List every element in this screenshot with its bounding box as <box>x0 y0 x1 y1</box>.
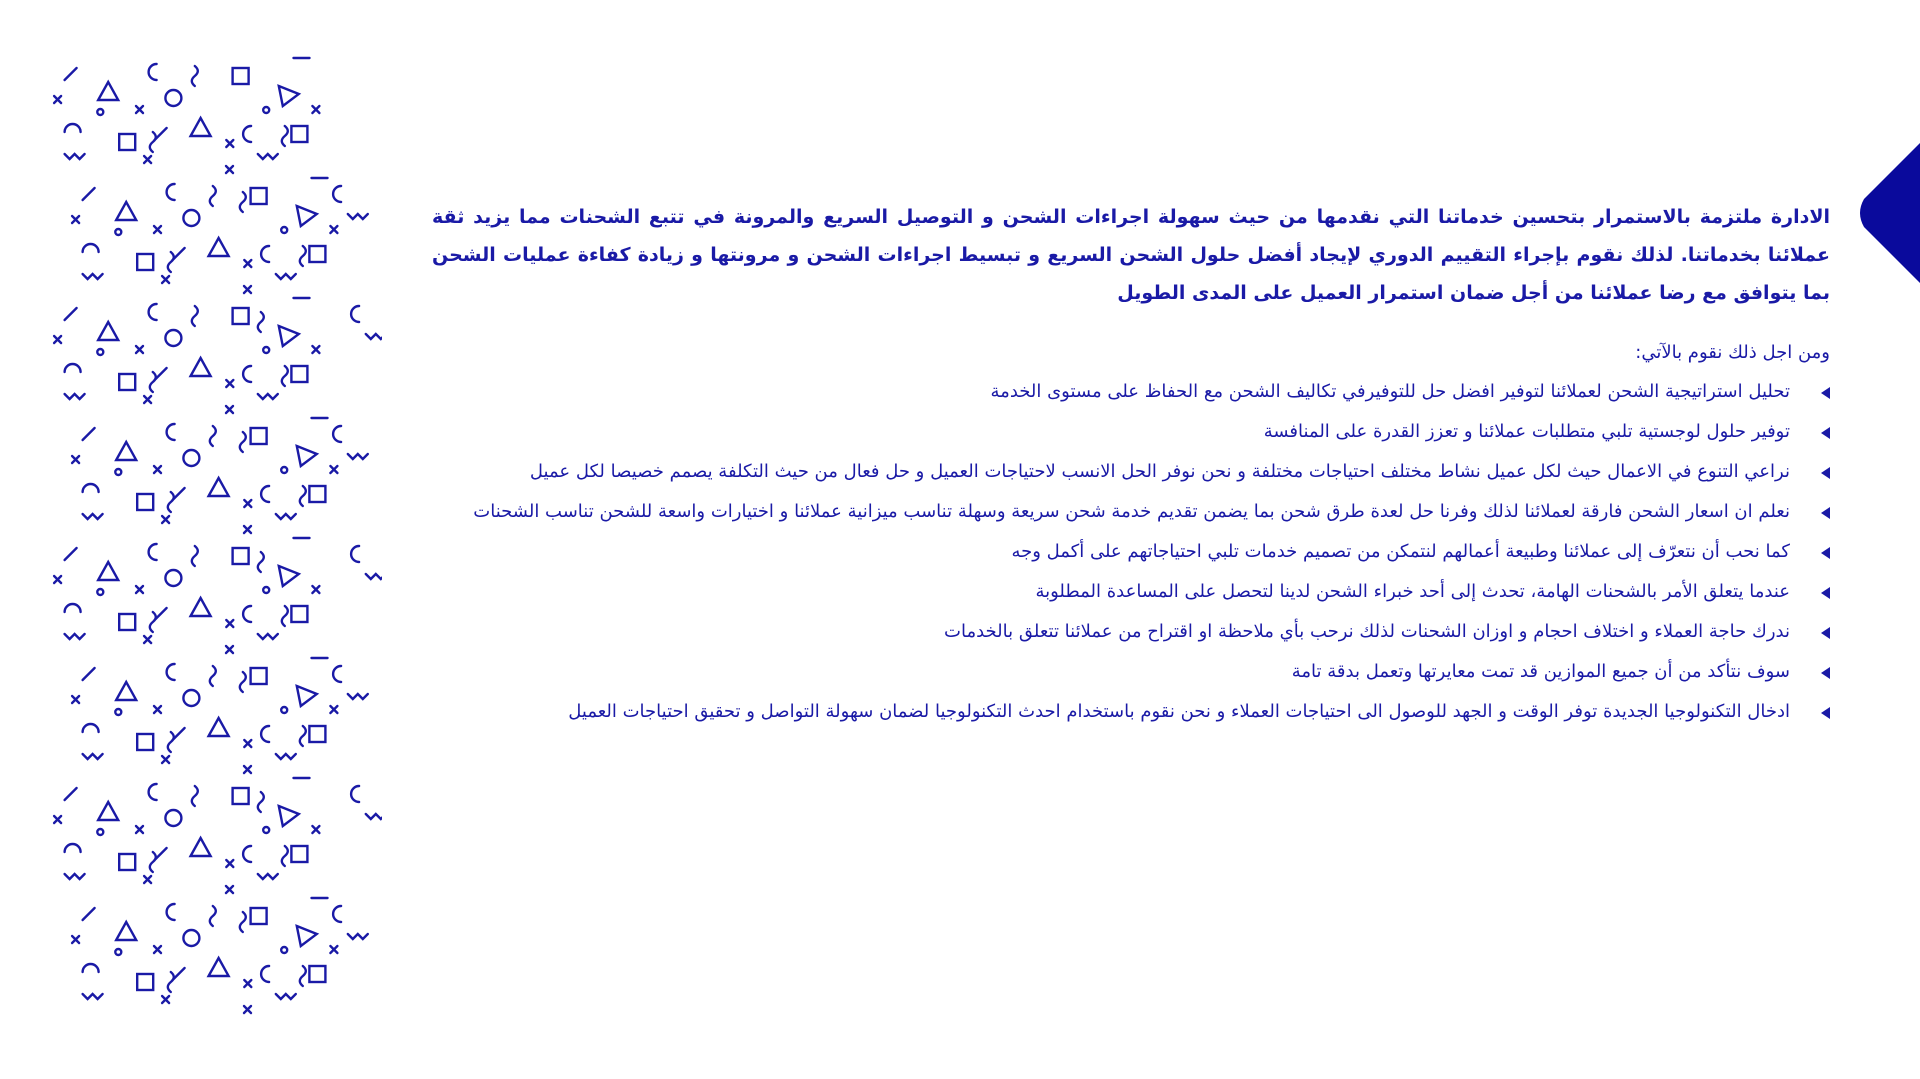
list-item-text: كما نحب أن نتعرّف إلى عملائنا وطبيعة أعمالهم لنتمكن من تصميم خدمات تلبي احتياجاتهم على أكمل وجه <box>1011 541 1790 562</box>
triangle-bullet-icon <box>1821 547 1830 559</box>
list-item-text: نعلم ان اسعار الشحن فارقة لعملائنا لذلك وفرنا حل لعدة طرق شحن بما يضمن تقديم خدمة شحن سريعة وسهلة تناسب ميزانية عملائنا و اختيارات واسعة للشحن تناسب الشحنات <box>473 501 1790 522</box>
list-item-text: سوف نتأكد من أن جميع الموازين قد تمت معايرتها وتعمل بدقة تامة <box>1291 661 1790 682</box>
list-item <box>470 572 1830 612</box>
services-list <box>430 372 1830 732</box>
shapes-pattern-icon <box>52 52 382 1032</box>
geometric-pattern-decoration <box>52 52 382 1032</box>
list-item <box>470 532 1830 572</box>
list-item <box>470 452 1830 492</box>
list-item <box>470 692 1830 732</box>
list-item <box>470 412 1830 452</box>
list-item <box>470 492 1830 532</box>
triangle-bullet-icon <box>1821 627 1830 639</box>
list-item-text: توفير حلول لوجستية تلبي متطلبات عملائنا و تعزز القدرة على المنافسة <box>1263 421 1790 442</box>
list-item-text: تحليل استراتيجية الشحن لعملائنا لتوفير افضل حل للتوفيرفي تكاليف الشحن مع الحفاظ على مستوى الخدمة <box>990 381 1790 402</box>
corner-triangle-tab-icon <box>1856 143 1920 283</box>
list-item <box>470 372 1830 412</box>
list-lead-text: ومن اجل ذلك نقوم بالآتي: <box>1635 342 1830 363</box>
list-item-text: نراعي التنوع في الاعمال حيث لكل عميل نشاط مختلف احتياجات مختلفة و نحن نوفر الحل الانسب لاحتياجات العميل و حل فعال من حيث التكلفة يصمم خصيصا لكل عميل <box>529 461 1790 482</box>
triangle-bullet-icon <box>1821 387 1830 399</box>
triangle-bullet-icon <box>1821 667 1830 679</box>
main-content <box>430 198 1830 732</box>
list-item <box>470 652 1830 692</box>
list-item <box>470 612 1830 652</box>
triangle-bullet-icon <box>1821 707 1830 719</box>
list-item-text: عندما يتعلق الأمر بالشحنات الهامة، تحدث إلى أحد خبراء الشحن لدينا لتحصل على المساعدة المطلوبة <box>1035 581 1790 602</box>
triangle-bullet-icon <box>1821 467 1830 479</box>
list-item-text: ندرك حاجة العملاء و اختلاف احجام و اوزان الشحنات لذلك نرحب بأي ملاحظة او اقتراح من عملائنا تتعلق بالخدمات <box>944 621 1790 642</box>
triangle-bullet-icon <box>1821 587 1830 599</box>
triangle-bullet-icon <box>1821 427 1830 439</box>
triangle-bullet-icon <box>1821 507 1830 519</box>
list-item-text: ادخال التكنولوجيا الجديدة توفر الوقت و الجهد للوصول الى احتياجات العملاء و نحن نقوم باستخدام احدث التكنولوجيا لضمان سهولة التواصل و تحقيق احتياجات العميل <box>568 701 1790 722</box>
intro-paragraph: الادارة ملتزمة بالاستمرار بتحسين خدماتنا التي نقدمها من حيث سهولة اجراءات الشحن و التوصيل السريع والمرونة في تتبع الشحنات مما يزيد ثقة عملائنا بخدماتنا. لذلك نقوم بإجراء التقييم الدوري لإيجاد أفضل حلول الشحن السريع و تبسيط اجراءات الشحن و مرونتها و زيادة كفاءة عمليات الشحن بما يتوافق مع رضا عملائنا من أجل ضمان استمرار العميل على المدى الطويل <box>432 206 1830 304</box>
